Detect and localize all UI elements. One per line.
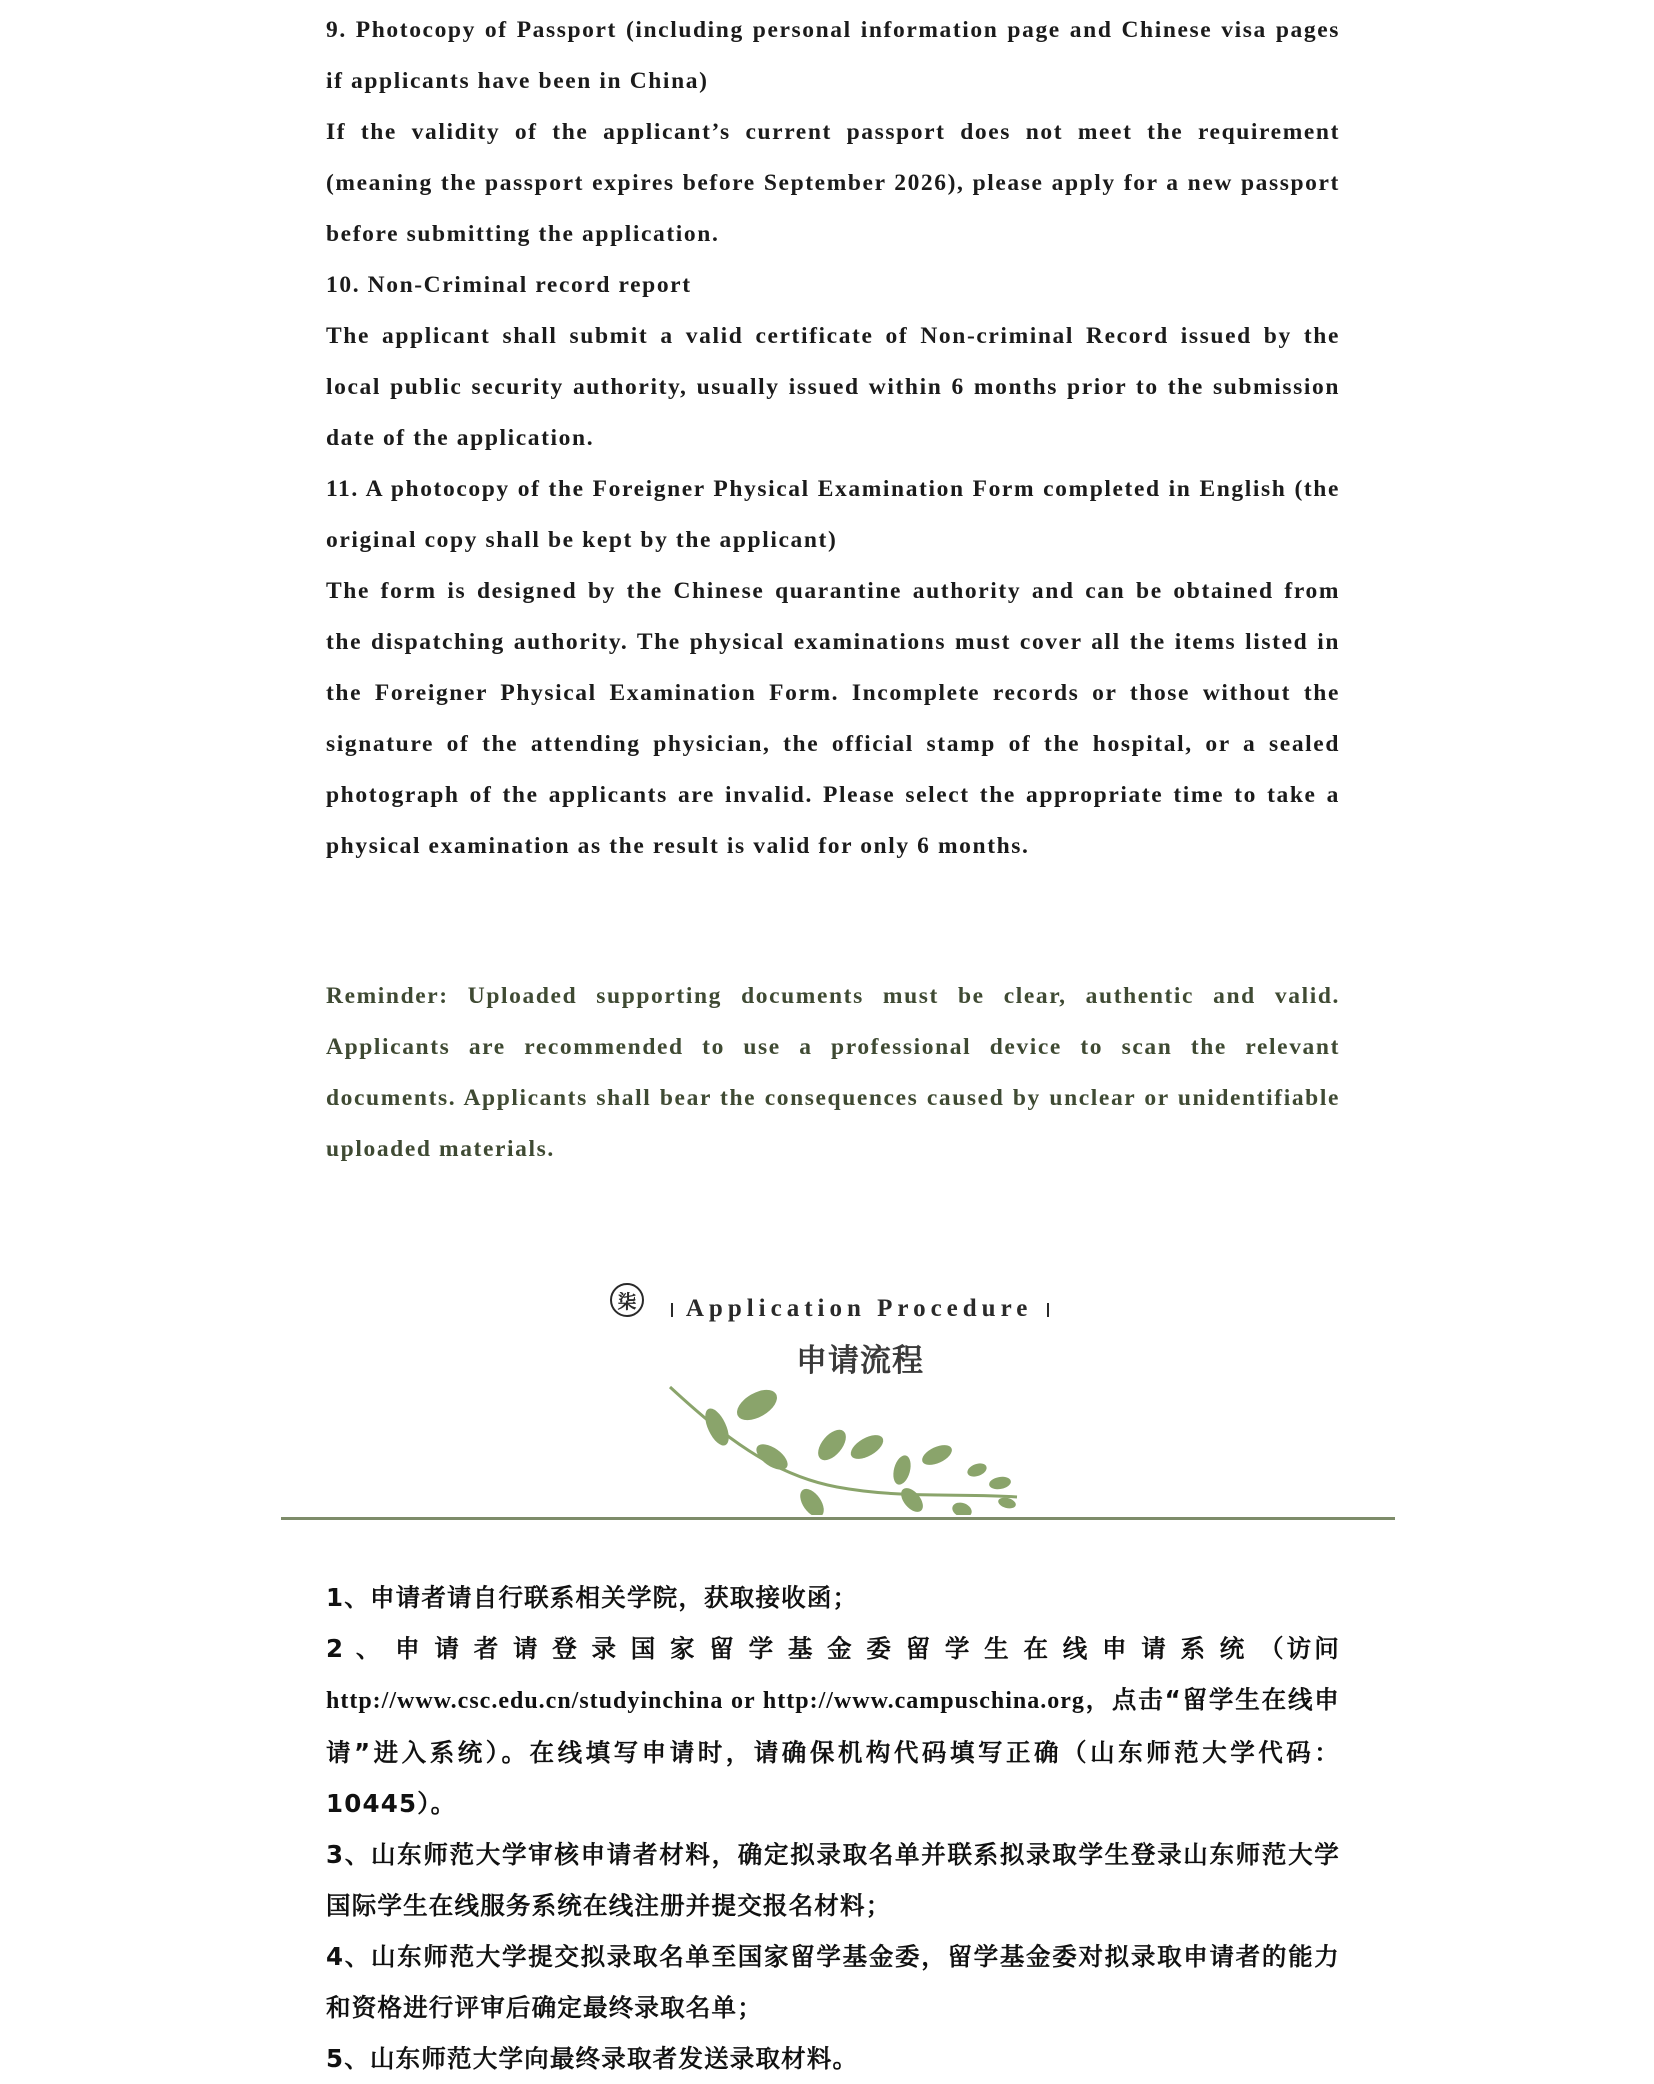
leaf — [950, 1500, 974, 1515]
section-divider — [281, 1517, 1395, 1520]
leaf — [732, 1384, 782, 1427]
step-4: 4、山东师范大学提交拟录取名单至国家留学基金委，留学基金委对拟录取申请者的能力和资格进行评审后确定最终录取名单； — [326, 1942, 1340, 2022]
step-5: 5、山东师范大学向最终录取者发送录取材料。 — [326, 2044, 859, 2073]
procedure-steps — [326, 1572, 1340, 2084]
step-2-url: http://www.csc.edu.cn/studyinchina or http://www.campuschina.org — [326, 1688, 1085, 1714]
title-bar-right — [1047, 1303, 1049, 1317]
requirement-10-body: The applicant shall submit a valid certificate of Non-criminal Record issued by the local public security authority, usually issued within 6 months prior to the submission date of the application. — [326, 323, 1340, 451]
leaf — [795, 1485, 828, 1515]
reminder-text: Reminder: Uploaded supporting documents must be clear, authentic and valid. Applicants are recommended to use a professional device to scan the relevant documents. Applicants shall bear the consequences caused by unclear or unidentifiable uploaded materials. — [326, 983, 1340, 1162]
step-1: 1、申请者请自行联系相关学院，获取接收函； — [326, 1583, 859, 1612]
section-title-en — [668, 1295, 1052, 1323]
requirement-11-title: 11. A photocopy of the Foreigner Physical Examination Form completed in English (the original copy shall be kept by the applicant) — [326, 476, 1340, 553]
leaf — [813, 1425, 851, 1465]
leaf — [890, 1453, 913, 1486]
step-3: 3、山东师范大学审核申请者材料，确定拟录取名单并联系拟录取学生登录山东师范大学国际学生在线服务系统在线注册并提交报名材料； — [326, 1840, 1340, 1920]
requirement-9-body: If the validity of the applicant’s current passport does not meet the requirement (meaning the passport expires before September 2026), please apply for a new passport before submitting the application. — [326, 119, 1340, 247]
leaf — [966, 1461, 989, 1479]
leaf — [897, 1484, 927, 1515]
step-2 — [326, 1623, 1340, 1829]
leaf — [700, 1405, 733, 1449]
leaf — [988, 1475, 1012, 1491]
leaf — [847, 1430, 887, 1464]
requirement-11-body: The form is designed by the Chinese quarantine authority and can be obtained from the dispatching authority. The physical examinations must cover all the items listed in the Foreigner Physical Examination Form. Incomplete records or those without the signature of the attending physician, the official stamp of the hospital, or a sealed photograph of the applicants are invalid. Please select the appropriate time to take a physical examination as the result is valid for only 6 months. — [326, 578, 1340, 859]
requirement-9-title: 9. Photocopy of Passport (including personal information page and Chinese visa pages if applicants have been in China) — [326, 17, 1340, 94]
step-2-lead: 2 、 申 请 者 请 登 录 国 家 留 学 基 金 委 留 学 生 在 线 申 请 系 统 （访问 — [326, 1634, 1340, 1663]
reminder-block — [326, 971, 1340, 1175]
leaf-branch-illustration — [662, 1375, 1022, 1515]
section-heading — [610, 1283, 1070, 1513]
title-bar-left — [671, 1303, 673, 1317]
section-title-en-text: Application Procedure — [685, 1295, 1033, 1322]
section-title-zh: 申请流程 — [796, 1343, 924, 1379]
step-2-rest: ，点击“留学生在线申请”进入系统）。在线填写申请时，请确保机构代码填写正确（山东师范大学代码：10445）。 — [326, 1685, 1340, 1818]
requirements-section — [326, 5, 1340, 872]
leaf — [919, 1441, 955, 1469]
section-number-badge: 柒 — [610, 1283, 644, 1317]
requirement-10-title: 10. Non-Criminal record report — [326, 272, 692, 298]
